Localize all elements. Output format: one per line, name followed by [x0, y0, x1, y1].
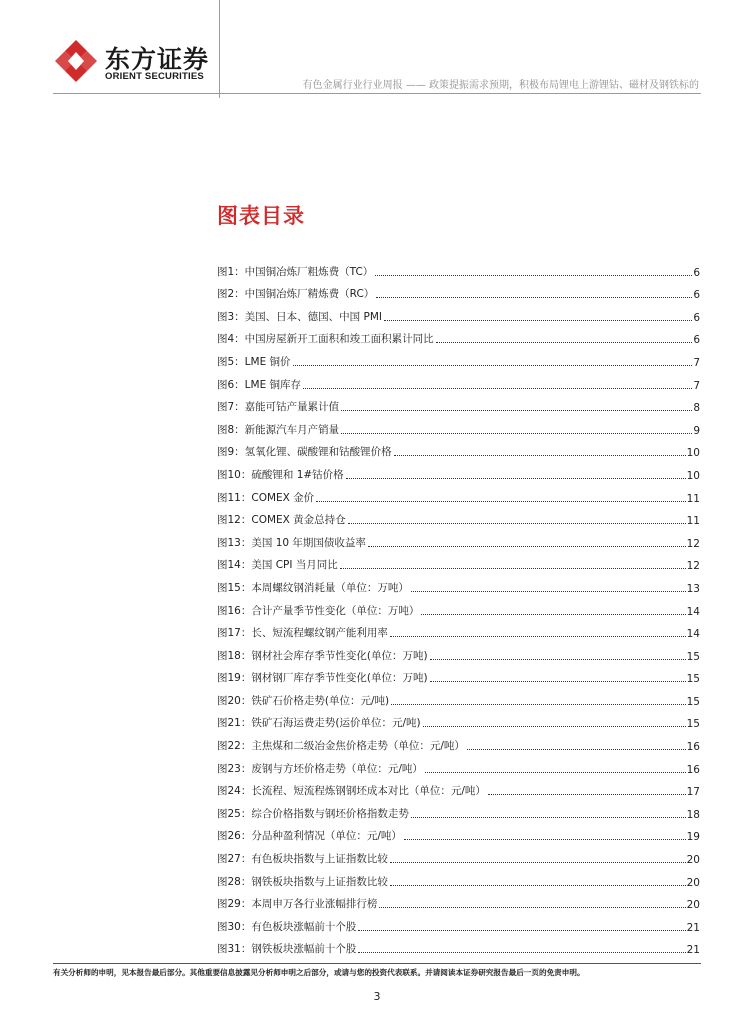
toc-entry-label[interactable]: 图18：钢材社会库存季节性变化(单位：万吨)	[217, 649, 428, 662]
header-divider	[53, 93, 701, 94]
toc-entry-page[interactable]: 11	[686, 515, 700, 528]
toc-entry-label[interactable]: 图17：长、短流程螺纹钢产能利用率	[217, 627, 388, 640]
toc-entry-page[interactable]: 11	[686, 492, 700, 505]
toc-entry[interactable]	[217, 550, 700, 573]
toc-entry-page[interactable]: 15	[686, 673, 700, 686]
toc-entry[interactable]	[217, 301, 700, 324]
toc-leader-dots	[390, 636, 686, 637]
toc-entry-page[interactable]: 21	[686, 944, 700, 957]
toc-entry[interactable]	[217, 437, 700, 460]
toc-leader-dots	[436, 342, 693, 343]
toc-entry-label[interactable]: 图29：本周申万各行业涨幅排行榜	[217, 898, 378, 911]
toc-entry[interactable]	[217, 730, 700, 753]
toc-entry-page[interactable]: 6	[693, 334, 700, 347]
toc-entry-label[interactable]: 图15：本周螺纹钢消耗量（单位：万吨）	[217, 581, 409, 594]
toc-entry-page[interactable]: 6	[693, 266, 700, 279]
toc-leader-dots	[391, 704, 686, 705]
toc-entry-page[interactable]: 8	[693, 402, 700, 415]
toc-entry-label[interactable]: 图7：嘉能可钴产量累计值	[217, 401, 340, 414]
toc-entry-page[interactable]: 9	[693, 424, 700, 437]
toc-entry[interactable]	[217, 911, 700, 934]
toc-entry-page[interactable]: 15	[686, 695, 700, 708]
toc-leader-dots	[423, 726, 686, 727]
toc-entry[interactable]	[217, 618, 700, 641]
toc-entry-label[interactable]: 图28：钢铁板块指数与上证指数比较	[217, 875, 388, 888]
toc-entry-page[interactable]: 12	[686, 537, 700, 550]
toc-entry-label[interactable]: 图10：硫酸锂和 1#钴价格	[217, 468, 344, 481]
toc-entry-label[interactable]: 图13：美国 10 年期国债收益率	[217, 536, 366, 549]
toc-leader-dots	[303, 388, 692, 389]
toc-entry-page[interactable]: 16	[686, 741, 700, 754]
toc-entry[interactable]	[217, 776, 700, 799]
toc-entry[interactable]	[217, 346, 700, 369]
toc-leader-dots	[316, 501, 685, 502]
toc-entry-page[interactable]: 20	[686, 876, 700, 889]
toc-leader-dots	[390, 885, 686, 886]
toc-entry[interactable]	[217, 843, 700, 866]
toc-entry-label[interactable]: 图21：铁矿石海运费走势(运价单位：元/吨)	[217, 717, 421, 730]
toc-entry-page[interactable]: 10	[686, 447, 700, 460]
toc-entry[interactable]	[217, 821, 700, 844]
toc-entry-label[interactable]: 图25：综合价格指数与钢坯价格指数走势	[217, 807, 409, 820]
toc-entry-page[interactable]: 20	[686, 854, 700, 867]
toc-leader-dots	[341, 410, 692, 411]
toc-entry[interactable]	[217, 256, 700, 279]
toc-entry-page[interactable]: 21	[686, 921, 700, 934]
toc-entry-label[interactable]: 图27：有色板块指数与上证指数比较	[217, 853, 388, 866]
toc-leader-dots	[421, 614, 685, 615]
toc-entry[interactable]	[217, 889, 700, 912]
toc-entry-label[interactable]: 图4：中国房屋新开工面积和竣工面积累计同比	[217, 333, 434, 346]
header-vertical-rule	[219, 0, 220, 98]
logo-chinese-name: 东方证券	[105, 45, 210, 74]
toc-entry-page[interactable]: 17	[686, 786, 700, 799]
toc-leader-dots	[375, 275, 692, 276]
footer-disclaimer: 有关分析师的申明，见本报告最后部分。其他重要信息披露见分析师申明之后部分，或请与您的投资代表联系。并请阅读本证券研究报告最后一页的免责申明。	[53, 968, 585, 977]
toc-entry-label[interactable]: 图23：废钢与方坯价格走势（单位：元/吨）	[217, 762, 423, 775]
page-number: 3	[373, 990, 381, 1003]
toc-entry-page[interactable]: 7	[693, 356, 700, 369]
toc-entry-page[interactable]: 20	[686, 899, 700, 912]
figure-index-list	[217, 256, 700, 956]
toc-leader-dots	[346, 478, 686, 479]
toc-entry[interactable]	[217, 595, 700, 618]
toc-leader-dots	[368, 546, 686, 547]
toc-entry-label[interactable]: 图26：分品种盈利情况（单位：元/吨）	[217, 830, 402, 843]
toc-entry-page[interactable]: 6	[693, 311, 700, 324]
toc-leader-dots	[467, 749, 686, 750]
toc-entry-page[interactable]: 15	[686, 718, 700, 731]
toc-title: 图表目录	[217, 204, 305, 228]
toc-leader-dots	[341, 433, 692, 434]
toc-entry[interactable]	[217, 482, 700, 505]
toc-entry-page[interactable]: 15	[686, 650, 700, 663]
toc-entry-label[interactable]: 图31：钢铁板块涨幅前十个股	[217, 943, 357, 956]
toc-leader-dots	[293, 365, 693, 366]
toc-entry-label[interactable]: 图22：主焦煤和二级冶金焦价格走势（单位：元/吨）	[217, 740, 465, 753]
toc-entry[interactable]	[217, 753, 700, 776]
toc-entry-label[interactable]: 图8：新能源汽车月产销量	[217, 423, 340, 436]
toc-entry[interactable]	[217, 934, 700, 957]
toc-leader-dots	[376, 297, 692, 298]
toc-leader-dots	[394, 455, 686, 456]
logo-english-name: ORIENT SECURITIES	[105, 71, 204, 82]
toc-leader-dots	[379, 907, 685, 908]
toc-leader-dots	[404, 839, 686, 840]
toc-entry-label[interactable]: 图20：铁矿石价格走势(单位：元/吨)	[217, 694, 390, 707]
toc-entry[interactable]	[217, 414, 700, 437]
toc-entry-label[interactable]: 图12：COMEX 黄金总持仓	[217, 514, 346, 527]
toc-entry[interactable]	[217, 798, 700, 821]
toc-leader-dots	[384, 320, 692, 321]
toc-entry-page[interactable]: 19	[686, 831, 700, 844]
toc-entry[interactable]	[217, 369, 700, 392]
toc-entry-label[interactable]: 图24：长流程、短流程炼钢钢坯成本对比（单位：元/吨）	[217, 785, 486, 798]
toc-leader-dots	[430, 659, 686, 660]
toc-entry-label[interactable]: 图11：COMEX 金价	[217, 491, 315, 504]
toc-entry[interactable]	[217, 279, 700, 302]
toc-entry-label[interactable]: 图5：LME 铜价	[217, 355, 291, 368]
toc-entry[interactable]	[217, 572, 700, 595]
orient-logo-icon	[53, 38, 99, 84]
toc-leader-dots	[390, 862, 686, 863]
toc-entry-page[interactable]: 6	[693, 289, 700, 302]
toc-entry-label[interactable]: 图2：中国铜冶炼厂精炼费（RC）	[217, 288, 375, 301]
toc-entry[interactable]	[217, 459, 700, 482]
toc-leader-dots	[348, 523, 686, 524]
toc-entry-label[interactable]: 图14：美国 CPI 当月同比	[217, 559, 338, 572]
toc-entry-page[interactable]: 14	[686, 628, 700, 641]
toc-entry[interactable]	[217, 663, 700, 686]
toc-entry[interactable]	[217, 685, 700, 708]
toc-leader-dots	[358, 952, 685, 953]
toc-entry-label[interactable]: 图1：中国铜冶炼厂粗炼费（TC）	[217, 265, 374, 278]
logo	[53, 38, 213, 86]
toc-entry-label[interactable]: 图16：合计产量季节性变化（单位：万吨）	[217, 604, 420, 617]
toc-entry-label[interactable]: 图30：有色板块涨幅前十个股	[217, 920, 357, 933]
toc-entry[interactable]	[217, 392, 700, 415]
toc-entry[interactable]	[217, 505, 700, 528]
toc-leader-dots	[488, 794, 686, 795]
toc-entry[interactable]	[217, 640, 700, 663]
toc-leader-dots	[411, 591, 686, 592]
toc-entry-page[interactable]: 10	[686, 469, 700, 482]
toc-entry[interactable]	[217, 324, 700, 347]
toc-entry[interactable]	[217, 527, 700, 550]
toc-entry-page[interactable]: 7	[693, 379, 700, 392]
toc-entry-label[interactable]: 图19：钢材钢厂库存季节性变化(单位：万吨)	[217, 672, 428, 685]
toc-leader-dots	[340, 568, 686, 569]
toc-entry-page[interactable]: 12	[686, 560, 700, 573]
toc-entry[interactable]	[217, 708, 700, 731]
toc-entry[interactable]	[217, 866, 700, 889]
toc-leader-dots	[358, 930, 685, 931]
toc-leader-dots	[425, 772, 686, 773]
toc-leader-dots	[430, 681, 686, 682]
toc-entry-label[interactable]: 图6：LME 铜库存	[217, 378, 302, 391]
toc-entry-page[interactable]: 14	[686, 605, 700, 618]
toc-entry-page[interactable]: 16	[686, 763, 700, 776]
toc-entry-label[interactable]: 图9：氢氧化锂、碳酸锂和钴酸锂价格	[217, 446, 392, 459]
toc-entry-label[interactable]: 图3：美国、日本、德国、中国 PMI	[217, 310, 383, 323]
toc-entry-page[interactable]: 18	[686, 808, 700, 821]
report-subtitle: 有色金属行业行业周报 —— 政策提振需求预期，积极布局锂电上游锂钴、磁材及钢铁标的	[302, 80, 699, 91]
toc-entry-page[interactable]: 13	[686, 582, 700, 595]
toc-leader-dots	[411, 817, 686, 818]
footer-divider	[53, 963, 701, 964]
